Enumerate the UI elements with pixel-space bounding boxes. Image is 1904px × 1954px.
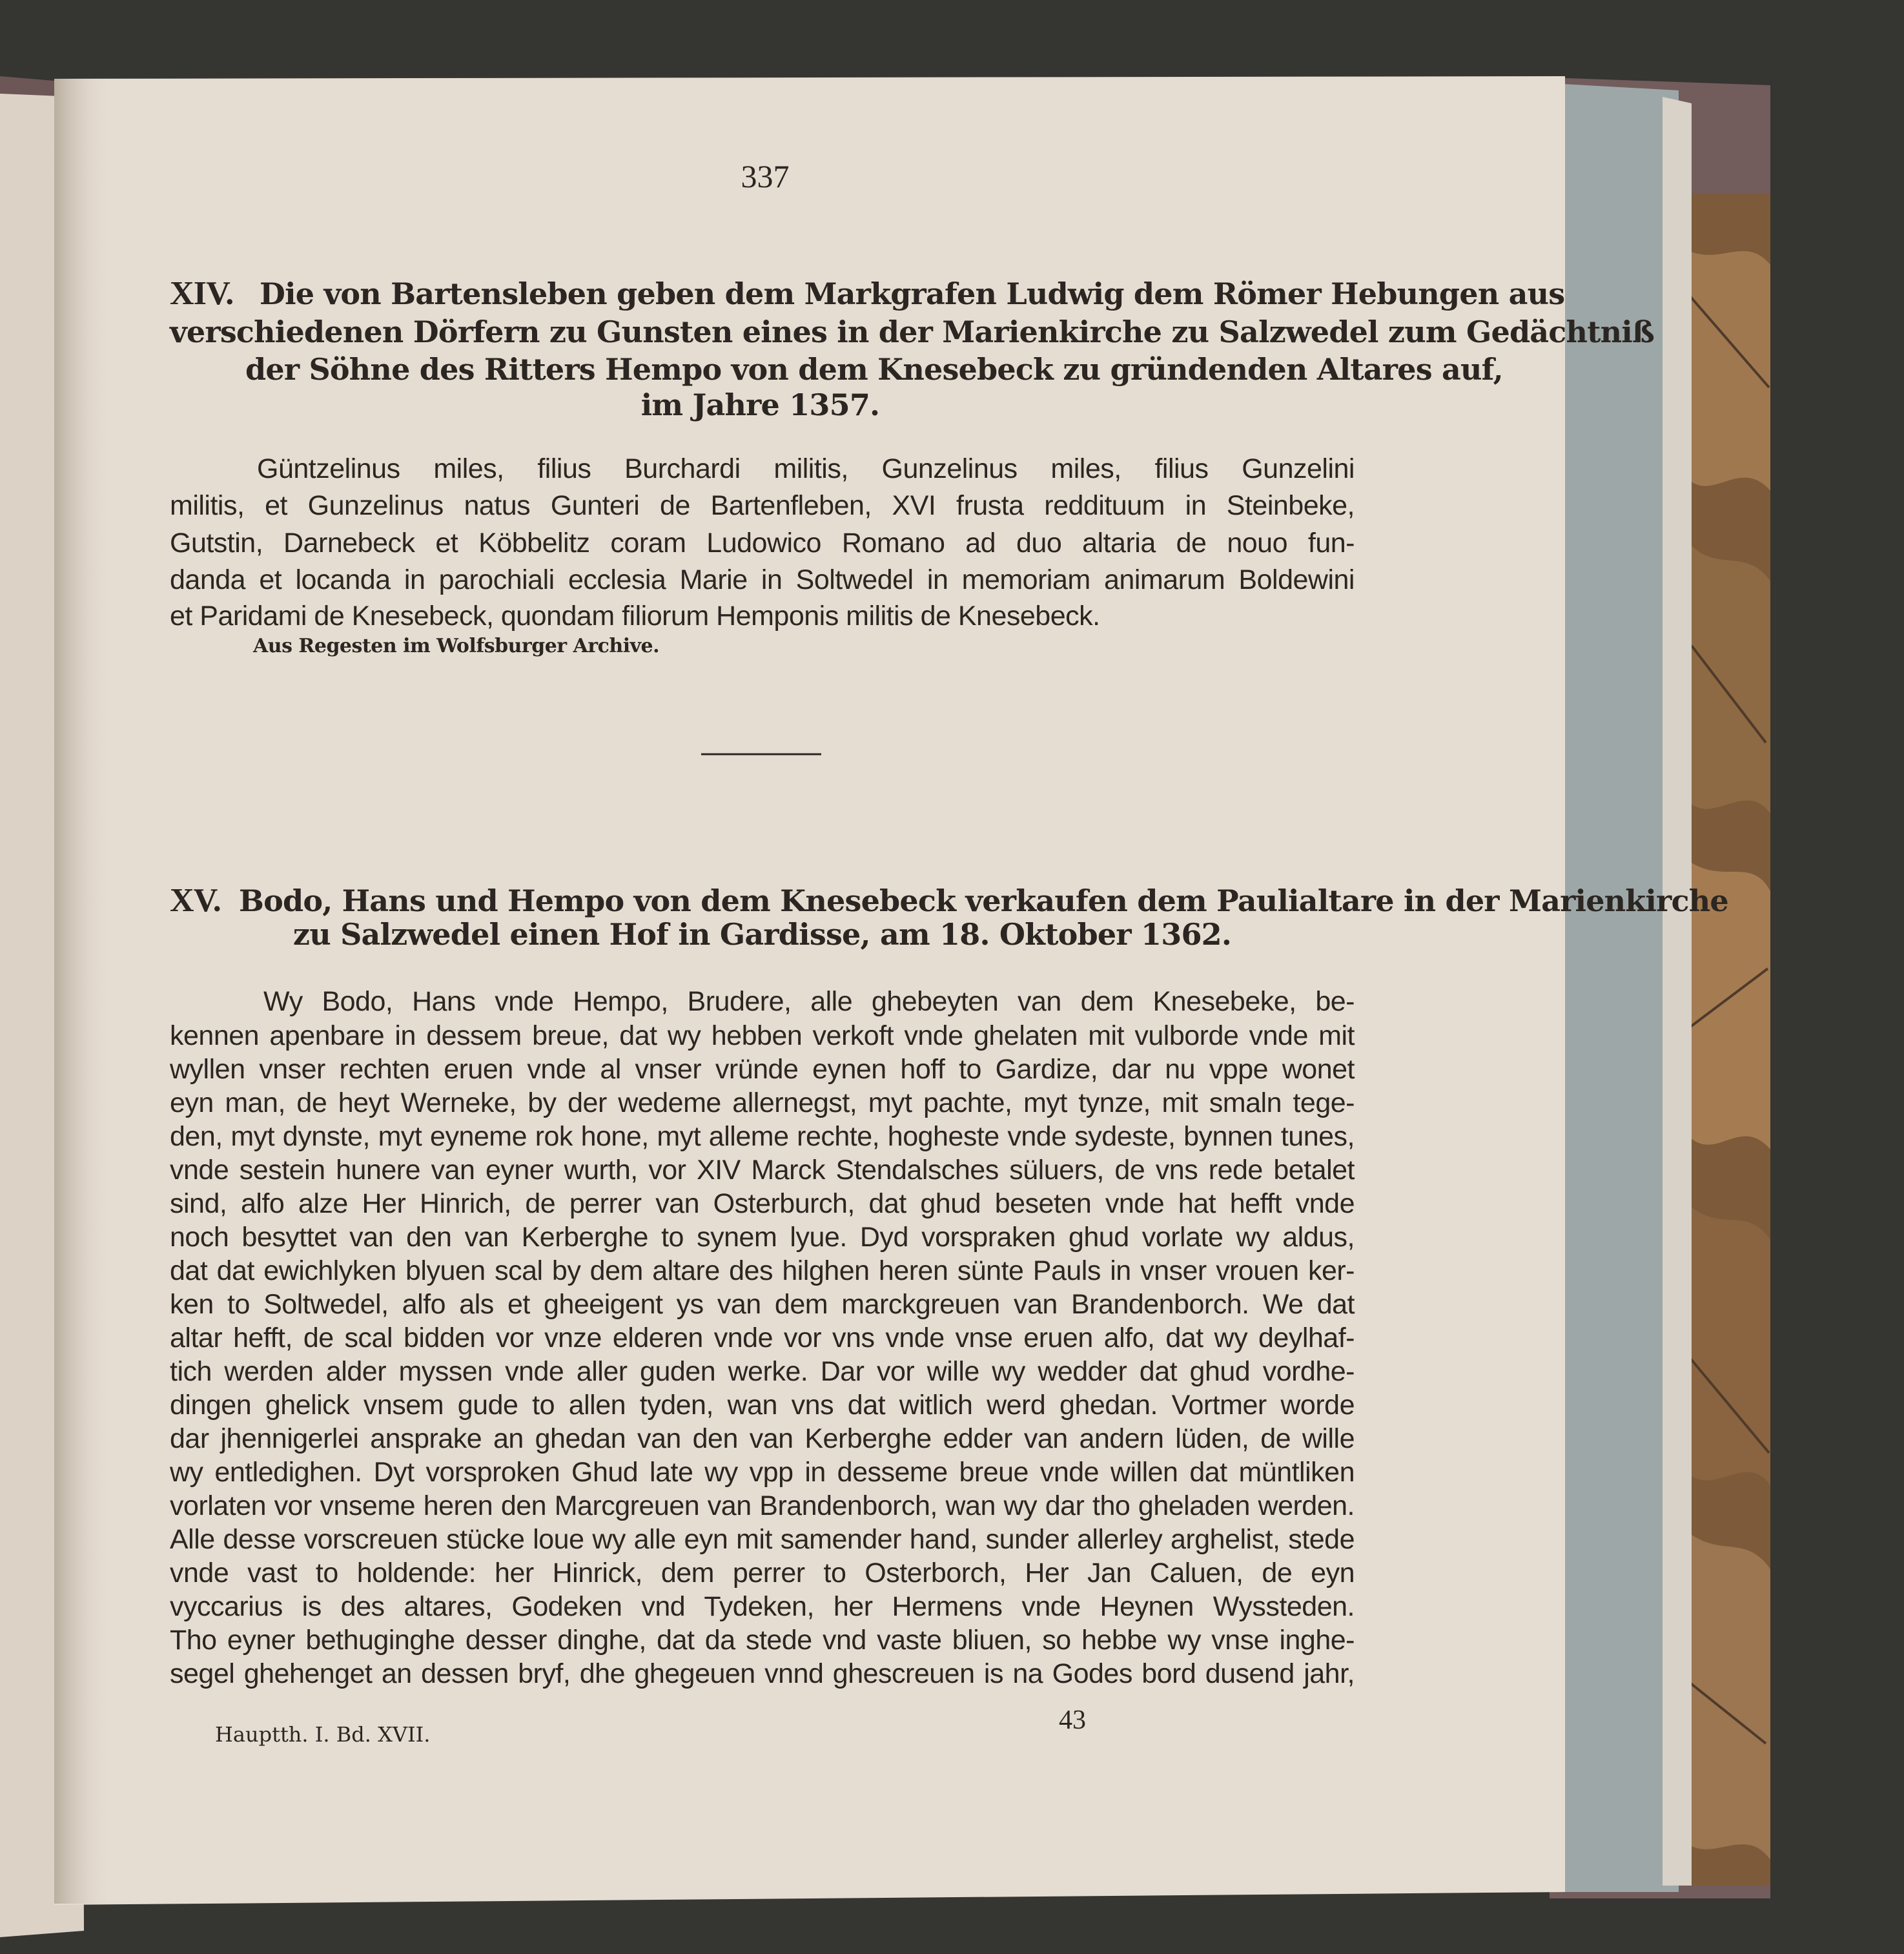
doc-xv-body-line-16: vorlaten vor vnseme heren den Marcgreuen van Brandenborch, wan wy dar tho gheladen werden.	[170, 1490, 1355, 1521]
doc-xv-body-line-21: segel ghehenget an dessen bryf, dhe ghegeuen vnnd ghescreuen is na Godes bord dusend jahr,	[170, 1658, 1355, 1689]
doc-xv-heading-line-2: zu Salzwedel einen Hof in Gardisse, am 18. Oktober 1362.	[292, 917, 1232, 952]
doc-xiv-source-note: Aus Regesten im Wolfsburger Archive.	[253, 635, 660, 657]
doc-xiv-body-line-4: danda et locanda in parochiali ecclesia Marie in Soltwedel in memoriam animarum Boldewini	[170, 564, 1355, 595]
doc-xv-body-line-7: sind, alfo alze Her Hinrich, de perrer van Osterburch, dat ghud beseten vnde hat hefft vnde	[170, 1188, 1355, 1219]
doc-xv-body-line-3: wyllen vnser rechten eruen vnde al vnser vründe eynen hoff to Gardize, dar nu vppe wonet	[170, 1054, 1355, 1085]
doc-xiv-body-line-1: Güntzelinus miles, filius Burchardi militis, Gunzelinus miles, filius Gunzelini	[257, 453, 1355, 484]
page-number: 337	[741, 158, 790, 194]
doc-xv-body-line-2: kennen apenbare in dessem breue, dat wy hebben verkoft vnde ghelaten mit vulborde vnde mit	[170, 1020, 1355, 1051]
doc-xiv-heading-line-2: verschiedenen Dörfern zu Gunsten eines in der Marienkirche zu Salzwedel zum Gedächtniß	[170, 314, 1655, 349]
doc-xv-body-line-6: vnde sestein hunere van eyner wurth, vor XIV Marck Stendalsches süluers, de vns rede betalet	[170, 1155, 1355, 1186]
doc-xiv-body-line-3: Gutstin, Darnebeck et Köbbelitz coram Ludowico Romano ad duo altaria de nouo fun-	[170, 528, 1355, 559]
doc-xv-body-line-12: tich werden alder myssen vnde aller guden werke. Dar vor wille wy wedder dat ghud vordhe-	[170, 1356, 1355, 1387]
doc-xiv-body-line-2: militis, et Gunzelinus natus Gunteri de Bartenfleben, XVI frusta reddituum in Steinbeke,	[170, 490, 1355, 521]
signature-mark: 43	[1059, 1705, 1086, 1735]
doc-xiv-heading-line-4: im Jahre 1357.	[640, 387, 880, 422]
doc-xv-roman: XV.	[170, 882, 221, 919]
doc-xv-body-line-8: noch besyttet van den van Kerberghe to synem lyue. Dyd vorspraken ghud vorlate wy aldus,	[170, 1222, 1355, 1253]
doc-xv-heading-line-1: Bodo, Hans und Hempo von dem Knesebeck verkaufen dem Paulialtare in der Marienkirche	[239, 883, 1728, 918]
doc-xv-body-line-5: den, myt dynste, myt eyneme rok hone, myt alleme rechte, hogheste vnde sydeste, bynnen tunes,	[170, 1121, 1355, 1152]
doc-xv-body-line-4: eyn man, de heyt Werneke, by der wedeme allernegst, myt pachte, myt tynze, mit smaln tege-	[170, 1087, 1355, 1118]
doc-xv-body-line-15: wy entledighen. Dyt vorsproken Ghud late wy vpp in desseme breue vnde willen dat müntliken	[170, 1457, 1355, 1488]
doc-xv-body-line-10: ken to Soltwedel, alfo als et gheeigent ys van dem marckgreuen van Brandenborch. We dat	[170, 1289, 1355, 1320]
footer-volume-reference: Hauptth. I. Bd. XVII.	[215, 1722, 431, 1747]
doc-xv-body-line-20: Tho eyner bethuginghe desser dinghe, dat da stede vnd vaste bliuen, so hebbe wy vnse inghe-	[170, 1625, 1355, 1656]
doc-xv-body-line-9: dat dat ewichlyken blyuen scal by dem altare des hilghen heren sünte Pauls in vnser vrouen ker-	[170, 1255, 1355, 1286]
doc-xv-body-line-17: Alle desse vorscreuen stücke loue wy alle eyn mit samender hand, sunder allerley arghelist, stede	[170, 1524, 1355, 1555]
doc-xv-body-line-1: Wy Bodo, Hans vnde Hempo, Brudere, alle ghebeyten van dem Knesebeke, be-	[263, 986, 1355, 1017]
doc-xiv-body-line-5: et Paridami de Knesebeck, quondam filiorum Hemponis militis de Knesebeck.	[170, 601, 1100, 632]
doc-xv-body-line-14: dar jhennigerlei ansprake an ghedan van den van Kerberghe edder van andern lüden, de wille	[170, 1423, 1355, 1454]
doc-xiv-roman: XIV.	[170, 275, 234, 312]
doc-xv-body-line-11: altar hefft, de scal bidden vor vnze elderen vnde vor vns vnde vnse eruen alfo, dat wy deylhaf-	[170, 1322, 1355, 1353]
doc-xv-body-line-13: dingen ghelick vnsem gude to allen tyden, wan vns dat witlich werd ghedan. Vortmer worde	[170, 1390, 1355, 1421]
doc-xv-body-line-19: vyccarius is des altares, Godeken vnd Tydeken, her Hermens vnde Heynen Wyssteden.	[170, 1591, 1355, 1622]
doc-xv-body-line-18: vnde vast to holdende: her Hinrick, dem perrer to Osterborch, Her Jan Caluen, de eyn	[170, 1558, 1355, 1589]
doc-xiv-heading-line-1: Die von Bartensleben geben dem Markgrafen Ludwig dem Römer Hebungen aus	[260, 276, 1565, 311]
doc-xiv-heading-line-3: der Söhne des Ritters Hempo von dem Knesebeck zu gründenden Altares auf,	[245, 352, 1503, 387]
